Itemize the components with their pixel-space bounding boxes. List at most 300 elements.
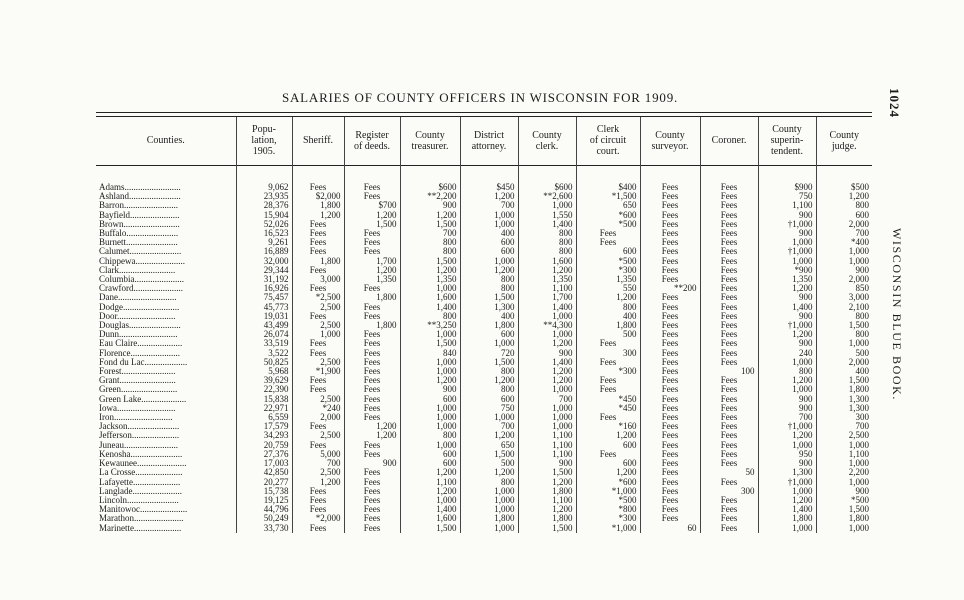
salary-cell: 900: [855, 265, 869, 275]
salary-cell: Fees: [640, 330, 700, 339]
salary-cell: Fees: [700, 505, 758, 514]
county-name-cell: Florence......................: [96, 349, 236, 358]
county-name-cell: Burnett.......................: [96, 238, 236, 247]
salary-cell: 1,200: [460, 266, 518, 275]
salary-cell: 1,400: [518, 220, 576, 229]
salary-cell: 1,500: [518, 468, 576, 477]
table-row: [96, 487, 872, 496]
county-name-cell: Columbia......................: [96, 275, 236, 284]
salary-cell: Fees: [700, 201, 758, 210]
salary-cell: Fees: [640, 303, 700, 312]
salary-cell: 800: [855, 330, 869, 340]
salary-cell: Fees: [700, 247, 758, 256]
salary-cell: 1,000: [758, 257, 816, 266]
salary-cell: Fees: [640, 312, 700, 321]
salary-cell: Fees: [292, 238, 344, 247]
salary-cell: 500: [855, 348, 869, 358]
salary-cell: 1,500: [460, 293, 518, 302]
salary-cell: Fees: [344, 238, 400, 247]
salary-cell: Fees: [344, 339, 400, 348]
salary-cell: Fees: [640, 339, 700, 348]
salary-cell: 2,200: [848, 468, 869, 478]
county-name-cell: Eau Claire....................: [96, 339, 236, 348]
salary-cell: *450: [576, 404, 640, 413]
county-name-cell: Crawford......................: [96, 284, 236, 293]
salary-cell: *160: [576, 422, 640, 431]
salary-cell: 800: [400, 247, 460, 256]
salary-cell: Fees: [640, 266, 700, 275]
county-name-cell: Lincoln.......................: [96, 496, 236, 505]
salary-cell: 19,125: [236, 496, 292, 505]
salary-cell: 34,293: [236, 431, 292, 440]
salary-cell: 700: [518, 395, 576, 404]
salary-cell: 1,300: [848, 403, 869, 413]
salary-cell: 1,200: [400, 211, 460, 220]
salary-cell: Fees: [576, 238, 640, 247]
salary-cell: 600: [400, 395, 460, 404]
salary-cell: 900: [518, 349, 576, 358]
salary-cell: 22,390: [236, 385, 292, 394]
salary-cell: Fees: [292, 441, 344, 450]
salary-cell: **2,200: [400, 192, 460, 201]
salary-cell: 1,100: [518, 441, 576, 450]
salary-cell: 1,500: [400, 524, 460, 533]
salary-cell: 50: [700, 468, 758, 477]
county-name-cell: Calumet.......................: [96, 247, 236, 256]
salary-cell: 1,600: [400, 293, 460, 302]
salary-cell: 2,000: [848, 357, 869, 367]
salary-cell: Fees: [292, 229, 344, 238]
salary-cell: $500: [851, 183, 869, 192]
salary-cell: Fees: [640, 385, 700, 394]
salary-cell: 1,000: [848, 459, 869, 469]
table-row: [96, 266, 872, 275]
salary-cell: 27,376: [236, 450, 292, 459]
salary-cell: 1,500: [400, 257, 460, 266]
salary-cell: 60: [640, 524, 700, 533]
salary-cell: 600: [400, 459, 460, 468]
salary-cell: 2,500: [292, 468, 344, 477]
salary-cell: *500: [576, 496, 640, 505]
salary-cell: Fees: [700, 266, 758, 275]
salary-cell: Fees: [344, 395, 400, 404]
salary-cell: 1,000: [460, 220, 518, 229]
salary-cell: 900: [855, 486, 869, 496]
salary-cell: 1,350: [758, 275, 816, 284]
salary-cell: Fees: [292, 220, 344, 229]
salary-cell: 600: [576, 441, 640, 450]
salary-cell: 1,350: [400, 275, 460, 284]
salary-cell: Fees: [700, 431, 758, 440]
salary-cell: 1,000: [518, 404, 576, 413]
salary-cell: 1,800: [848, 514, 869, 524]
salary-cell: 900: [758, 312, 816, 321]
salary-cell: Fees: [700, 211, 758, 220]
salary-cell: **4,300: [518, 321, 576, 330]
salary-cell: 650: [576, 201, 640, 210]
salary-cell: 1,100: [400, 478, 460, 487]
table-row: [96, 284, 872, 293]
table-row: [96, 514, 872, 523]
salary-cell: 1,550: [518, 211, 576, 220]
salary-cell: 33,730: [236, 524, 292, 533]
salary-cell: 1,200: [576, 431, 640, 440]
salary-cell: 1,500: [460, 358, 518, 367]
salary-cell: 700: [855, 229, 869, 239]
salary-cell: Fees: [292, 524, 344, 533]
salary-cell: 800: [518, 229, 576, 238]
header-county-treasurer: County treasurer.: [400, 117, 460, 164]
salary-cell: 700: [292, 459, 344, 468]
salary-cell: 800: [400, 238, 460, 247]
salary-cell: 1,000: [758, 358, 816, 367]
salary-cell: 720: [460, 349, 518, 358]
salary-cell: Fees: [700, 293, 758, 302]
salary-cell: 100: [700, 367, 758, 376]
salary-cell: *300: [576, 367, 640, 376]
salary-cell: 1,800: [460, 321, 518, 330]
salary-cell: 1,500: [518, 524, 576, 533]
salary-cell: 1,000: [758, 487, 816, 496]
salary-cell: 1,000: [518, 201, 576, 210]
salary-cell: 1,000: [400, 441, 460, 450]
salary-cell: 1,500: [460, 450, 518, 459]
salary-cell: 1,200: [758, 376, 816, 385]
salary-cell: Fees: [700, 358, 758, 367]
salary-cell: Fees: [700, 524, 758, 533]
salary-cell: Fees: [640, 376, 700, 385]
salary-cell: 600: [855, 210, 869, 220]
salary-cell: 1,400: [518, 303, 576, 312]
salary-cell: 20,277: [236, 478, 292, 487]
table-row: [96, 404, 872, 413]
salary-cell: Fees: [700, 229, 758, 238]
salary-cell: 900: [758, 229, 816, 238]
salary-cell: 1,800: [344, 293, 400, 302]
salary-cell: $450: [460, 183, 518, 192]
salary-cell: Fees: [700, 376, 758, 385]
salary-cell: 600: [576, 247, 640, 256]
salary-cell: 1,350: [576, 275, 640, 284]
county-name-cell: Kewaunee......................: [96, 459, 236, 468]
salary-cell: 16,926: [236, 284, 292, 293]
salary-cell: 1,400: [518, 358, 576, 367]
salary-cell: 900: [758, 211, 816, 220]
salary-cell: Fees: [640, 413, 700, 422]
salary-cell: 800: [460, 385, 518, 394]
salary-cell: 1,200: [344, 431, 400, 440]
salary-cell: Fees: [700, 349, 758, 358]
salary-cell: 1,100: [848, 449, 869, 459]
salary-cell: Fees: [344, 358, 400, 367]
salary-cell: 31,192: [236, 275, 292, 284]
salary-cell: 1,000: [400, 422, 460, 431]
salary-cell: Fees: [292, 496, 344, 505]
salary-cell: 1,500: [400, 339, 460, 348]
salary-cell: 5,968: [236, 367, 292, 376]
salary-cell: 1,100: [518, 284, 576, 293]
salary-cell: Fees: [576, 376, 640, 385]
salary-cell: 1,500: [400, 220, 460, 229]
salary-cell: 16,889: [236, 247, 292, 256]
salary-cell: 300: [855, 413, 869, 423]
table-row: [96, 330, 872, 339]
salary-cell: 1,800: [576, 321, 640, 330]
salary-cell: 19,031: [236, 312, 292, 321]
salary-cell: Fees: [344, 487, 400, 496]
salary-cell: 1,500: [848, 321, 869, 331]
salary-cell: 700: [460, 422, 518, 431]
salary-cell: 1,000: [460, 487, 518, 496]
salary-cell: $700: [344, 201, 400, 210]
salary-cell: Fees: [640, 367, 700, 376]
salary-cell: *600: [576, 211, 640, 220]
county-name-cell: Iowa..........................: [96, 404, 236, 413]
salary-cell: Fees: [700, 275, 758, 284]
salary-cell: 1,400: [400, 505, 460, 514]
salary-cell: 1,800: [518, 514, 576, 523]
salary-cell: Fees: [576, 358, 640, 367]
salary-cell: 600: [576, 459, 640, 468]
table-row: [96, 211, 872, 220]
salary-cell: 1,200: [400, 266, 460, 275]
salary-cell: 1,200: [518, 505, 576, 514]
salary-cell: Fees: [292, 312, 344, 321]
salary-cell: 1,800: [292, 201, 344, 210]
salary-cell: 5,000: [292, 450, 344, 459]
salary-cell: 900: [758, 395, 816, 404]
table-row: [96, 367, 872, 376]
table-row: [96, 257, 872, 266]
salary-cell: 1,200: [460, 376, 518, 385]
salary-cell: **3,250: [400, 321, 460, 330]
salary-cell: 3,522: [236, 349, 292, 358]
salary-cell: 750: [460, 404, 518, 413]
salary-cell: Fees: [640, 450, 700, 459]
salary-cell: 1,000: [758, 238, 816, 247]
table-row: [96, 376, 872, 385]
salary-cell: †1,000: [758, 247, 816, 256]
salary-cell: Fees: [700, 220, 758, 229]
salary-cell: 800: [400, 431, 460, 440]
salary-cell: *2,500: [292, 293, 344, 302]
salary-cell: 44,796: [236, 505, 292, 514]
salary-cell: 1,000: [460, 496, 518, 505]
salary-cell: Fees: [576, 385, 640, 394]
salary-cell: *500: [576, 257, 640, 266]
salary-cell: Fees: [640, 321, 700, 330]
salary-cell: *800: [576, 505, 640, 514]
county-name-cell: Green Lake....................: [96, 395, 236, 404]
salary-cell: Fees: [576, 450, 640, 459]
salary-cell: Fees: [700, 478, 758, 487]
salary-cell: 2,000: [292, 413, 344, 422]
salary-cell: Fees: [700, 284, 758, 293]
header-county-superintendent: County superin- tendent.: [758, 117, 816, 164]
salary-cell: $600: [400, 183, 460, 192]
salary-cell: 17,579: [236, 422, 292, 431]
salary-cell: 1,000: [518, 330, 576, 339]
salary-cell: 700: [400, 229, 460, 238]
salary-cell: Fees: [344, 303, 400, 312]
salary-cell: Fees: [344, 330, 400, 339]
salary-cell: 1,000: [400, 496, 460, 505]
salary-cell: 1,200: [576, 468, 640, 477]
county-name-cell: Buffalo.......................: [96, 229, 236, 238]
header-coroner: Coroner.: [700, 117, 758, 164]
salary-cell: Fees: [640, 478, 700, 487]
salary-cell: 2,500: [292, 303, 344, 312]
header-spacer-row: [96, 164, 872, 183]
salary-cell: **2,600: [518, 192, 576, 201]
salary-cell: Fees: [640, 183, 700, 192]
header-county-clerk: County clerk.: [518, 117, 576, 164]
salary-cell: 1,300: [848, 394, 869, 404]
salary-cell: 1,400: [400, 303, 460, 312]
county-name-cell: Jackson.......................: [96, 422, 236, 431]
salary-cell: 1,400: [758, 303, 816, 312]
salary-cell: *300: [576, 266, 640, 275]
salary-cell: Fees: [344, 229, 400, 238]
salary-cell: Fees: [640, 404, 700, 413]
salary-cell: 50,825: [236, 358, 292, 367]
table-row: [96, 220, 872, 229]
salary-cell: 900: [758, 339, 816, 348]
salary-cell: 1,200: [758, 431, 816, 440]
table-row: [96, 441, 872, 450]
salary-cell: 1,350: [518, 275, 576, 284]
county-name-cell: Door..........................: [96, 312, 236, 321]
salary-cell: 1,000: [848, 523, 869, 533]
salary-cell: 1,600: [400, 514, 460, 523]
salary-cell: *500: [851, 495, 869, 505]
salary-cell: *500: [576, 220, 640, 229]
table-row: [96, 505, 872, 514]
header-sheriff: Sheriff.: [292, 117, 344, 164]
salary-cell: 22,971: [236, 404, 292, 413]
county-name-cell: Fond du Lac...................: [96, 358, 236, 367]
salary-cell: 1,000: [460, 505, 518, 514]
salary-cell: Fees: [640, 349, 700, 358]
salary-cell: 1,000: [758, 524, 816, 533]
salary-cell: Fees: [640, 441, 700, 450]
salary-cell: Fees: [700, 459, 758, 468]
salary-cell: 2,000: [848, 275, 869, 285]
county-name-cell: Barron........................: [96, 201, 236, 210]
salary-cell: 1,200: [400, 487, 460, 496]
salary-cell: Fees: [700, 321, 758, 330]
running-head: WISCONSIN BLUE BOOK.: [890, 228, 904, 401]
salary-cell: 2,500: [848, 431, 869, 441]
salary-cell: 3,000: [292, 275, 344, 284]
salary-cell: 900: [758, 459, 816, 468]
salary-cell: 1,200: [460, 192, 518, 201]
salary-cell: 1,200: [460, 468, 518, 477]
salary-cell: *1,000: [576, 524, 640, 533]
salary-cell: 900: [758, 293, 816, 302]
salary-cell: 700: [758, 413, 816, 422]
salary-cell: Fees: [292, 339, 344, 348]
salary-cell: 1,000: [400, 413, 460, 422]
table-row: [96, 201, 872, 210]
salary-cell: 1,200: [400, 468, 460, 477]
salary-cell: Fees: [576, 339, 640, 348]
page-number: 1024: [887, 88, 902, 118]
salary-cell: 1,000: [400, 367, 460, 376]
salary-cell: 1,000: [848, 440, 869, 450]
salary-cell: 1,500: [344, 220, 400, 229]
salary-cell: †1,000: [758, 422, 816, 431]
salary-cell: Fees: [700, 395, 758, 404]
salary-cell: Fees: [640, 229, 700, 238]
salary-cell: Fees: [700, 413, 758, 422]
salary-cell: 9,261: [236, 238, 292, 247]
salary-cell: 1,400: [758, 505, 816, 514]
salary-cell: 600: [460, 395, 518, 404]
salary-cell: 1,100: [518, 450, 576, 459]
salary-cell: 750: [758, 192, 816, 201]
table-row: [96, 459, 872, 468]
county-name-cell: Chippewa......................: [96, 257, 236, 266]
salary-cell: 1,200: [758, 284, 816, 293]
salary-cell: 1,300: [460, 303, 518, 312]
salary-cell: 1,000: [848, 339, 869, 349]
salary-cell: Fees: [344, 376, 400, 385]
salary-cell: 1,200: [518, 376, 576, 385]
salary-cell: 2,500: [292, 431, 344, 440]
salary-cell: 1,200: [400, 376, 460, 385]
salary-cell: *1,900: [292, 367, 344, 376]
salary-cell: 1,000: [460, 413, 518, 422]
salary-cell: *450: [576, 395, 640, 404]
salary-cell: Fees: [640, 431, 700, 440]
salary-cell: 800: [460, 367, 518, 376]
salary-cell: Fees: [344, 524, 400, 533]
salary-cell: 1,000: [400, 284, 460, 293]
salary-cell: 1,700: [518, 293, 576, 302]
salary-cell: 800: [460, 478, 518, 487]
salary-cell: Fees: [344, 349, 400, 358]
header-counties: Counties.: [96, 117, 236, 164]
salary-cell: 550: [576, 284, 640, 293]
salary-cell: Fees: [700, 441, 758, 450]
salary-cell: 600: [460, 330, 518, 339]
salary-cell: 400: [460, 229, 518, 238]
salary-cell: 1,800: [344, 321, 400, 330]
salary-cell: 300: [700, 487, 758, 496]
salary-cell: 6,559: [236, 413, 292, 422]
salary-cell: Fees: [640, 220, 700, 229]
salary-cell: 1,000: [518, 422, 576, 431]
table-row: [96, 478, 872, 487]
salary-cell: *1,000: [576, 487, 640, 496]
salary-cell: *300: [576, 514, 640, 523]
header-district-attorney: District attorney.: [460, 117, 518, 164]
salary-cell: 1,200: [848, 192, 869, 202]
salary-cell: Fees: [640, 192, 700, 201]
salary-cell: 1,350: [344, 275, 400, 284]
county-name-cell: Grant.........................: [96, 376, 236, 385]
salary-cell: 1,500: [848, 505, 869, 515]
salary-cell: 1,200: [292, 211, 344, 220]
salary-cell: Fees: [344, 312, 400, 321]
table-row: [96, 321, 872, 330]
salary-cell: Fees: [292, 422, 344, 431]
salary-cell: 900: [400, 385, 460, 394]
salary-cell: 1,200: [758, 496, 816, 505]
table-row: [96, 238, 872, 247]
salary-cell: Fees: [576, 413, 640, 422]
